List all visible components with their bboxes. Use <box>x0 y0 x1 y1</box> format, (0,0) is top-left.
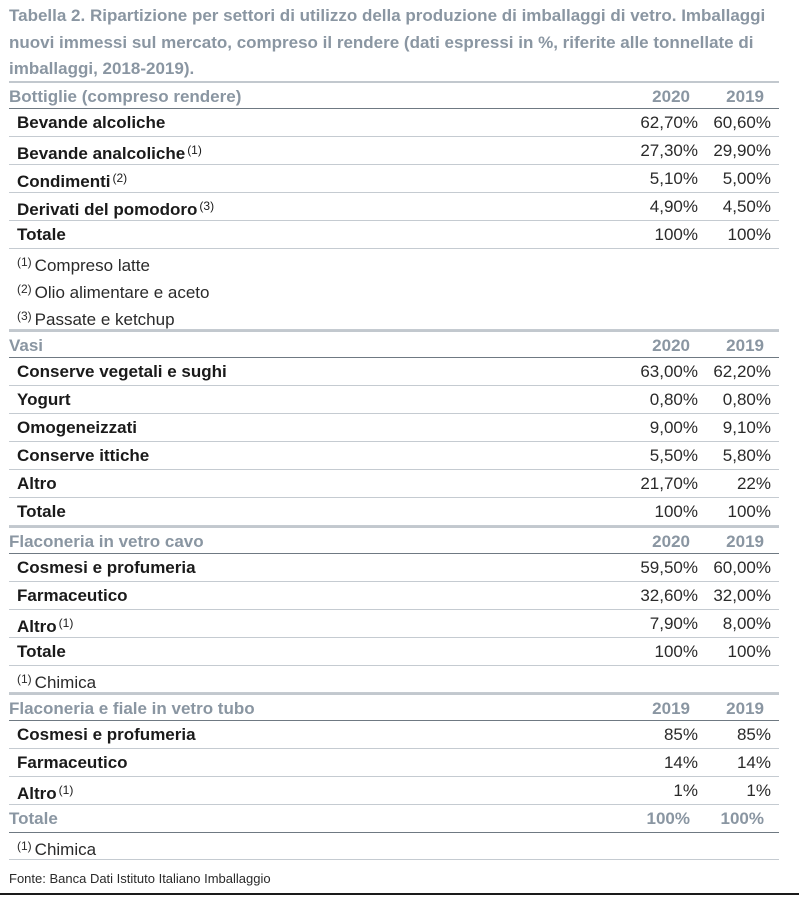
footnote-text <box>17 276 210 306</box>
value-col-2: 100% <box>727 225 771 244</box>
row-label-text: Totale <box>17 225 66 244</box>
footnote-ref: (1) <box>58 616 74 630</box>
value-col-1: 27,30% <box>640 141 698 160</box>
row-label-text: Farmaceutico <box>17 586 128 605</box>
table-row <box>9 442 779 470</box>
footnote-ref: (2) <box>112 171 128 185</box>
row-label <box>17 165 127 195</box>
year-header-2: 2019 <box>726 336 764 355</box>
value-col-1: 5,10% <box>649 169 698 188</box>
table-caption: Tabella 2. Ripartizione per settori di utilizzo della produzione di imballaggi di vetro. Imballaggi nuovi immessi sul mercato, compreso il rendere (dati espressi in %, riferite alle tonnellate di imballaggi, 2018-2019). <box>9 6 766 78</box>
year-header-2: 2019 <box>726 532 764 551</box>
row-label <box>17 610 73 640</box>
year-header-1: 2020 <box>652 336 690 355</box>
row-label-text: Totale <box>17 502 66 521</box>
footnote-marker: (1) <box>17 839 32 853</box>
value-col-2: 4,50% <box>722 197 771 216</box>
table-row <box>9 165 779 193</box>
row-label <box>17 442 149 469</box>
footnote-ref: (3) <box>199 199 215 213</box>
table-row <box>9 386 779 414</box>
table-row <box>9 721 779 749</box>
row-label-text: Condimenti <box>17 172 111 191</box>
row-label-text: Flaconeria in vetro cavo <box>9 532 204 551</box>
row-label-text: Altro <box>17 617 57 636</box>
footnote-row <box>9 249 779 276</box>
row-label <box>17 470 57 497</box>
value-col-2: 5,00% <box>722 169 771 188</box>
section-header-row <box>9 81 779 109</box>
value-col-2: 60,60% <box>713 113 771 132</box>
row-label <box>17 414 137 441</box>
row-label-text: Bevande alcoliche <box>17 113 166 132</box>
table-row <box>9 610 779 638</box>
table-row <box>9 554 779 582</box>
footnote-marker: (1) <box>17 672 32 686</box>
section-title <box>9 695 255 722</box>
row-label <box>17 137 202 167</box>
section-title <box>9 83 241 110</box>
footnote-marker: (1) <box>17 255 32 269</box>
footnote-label: Compreso latte <box>34 256 150 275</box>
value-col-1: 32,60% <box>640 586 698 605</box>
footnote-row <box>9 666 779 693</box>
value-col-2: 22% <box>736 474 771 493</box>
row-label-text: Totale <box>17 642 66 661</box>
value-col-1: 0,80% <box>649 390 698 409</box>
table-row <box>9 137 779 165</box>
row-label-text: Farmaceutico <box>17 753 128 772</box>
row-label-text: Yogurt <box>17 390 71 409</box>
section-header-row <box>9 526 779 554</box>
value-col-2: 9,10% <box>722 418 771 437</box>
table-row <box>9 638 779 666</box>
footnote-ref: (1) <box>187 143 202 157</box>
year-header-1: 2020 <box>652 87 690 106</box>
year-header-1: 2020 <box>652 532 690 551</box>
footnote-row <box>9 833 779 860</box>
value-col-1: 100% <box>654 502 698 521</box>
value-col-2: 1% <box>746 781 771 800</box>
row-label <box>17 498 66 525</box>
row-label <box>17 777 73 807</box>
year-header-2: 2019 <box>726 87 764 106</box>
row-label-text: Bevande analcoliche <box>17 144 186 163</box>
value-col-2: 100% <box>727 502 771 521</box>
year-header-1: 2019 <box>652 699 690 718</box>
value-col-2: 0,80% <box>722 390 771 409</box>
row-label <box>17 386 71 413</box>
value-col-2: 62,20% <box>713 362 771 381</box>
section-title <box>9 332 43 359</box>
value-col-1: 100% <box>646 809 690 828</box>
table-row <box>9 193 779 221</box>
row-label <box>17 109 165 136</box>
footnote-marker: (2) <box>17 282 32 296</box>
value-col-1: 85% <box>663 725 698 744</box>
value-col-1: 62,70% <box>640 113 698 132</box>
row-label <box>17 721 196 748</box>
row-label-text: Altro <box>17 784 57 803</box>
section-header-row <box>9 693 779 721</box>
value-col-2: 60,00% <box>713 558 771 577</box>
value-col-1: 21,70% <box>640 474 698 493</box>
value-col-1: 14% <box>663 753 698 772</box>
footnote-text <box>17 666 96 696</box>
value-col-1: 4,90% <box>649 197 698 216</box>
value-col-1: 100% <box>654 642 698 661</box>
footnote-row <box>9 303 779 330</box>
row-label-text: Omogeneizzati <box>17 418 137 437</box>
table-row <box>9 221 779 249</box>
footnote-label: Passate e ketchup <box>34 310 175 329</box>
footnote-text <box>17 833 96 863</box>
footnote-label: Olio alimentare e aceto <box>34 283 210 302</box>
row-label <box>17 749 128 776</box>
row-label <box>17 582 128 609</box>
row-label-text: Flaconeria e fiale in vetro tubo <box>9 699 255 718</box>
value-col-2: 100% <box>727 642 771 661</box>
glass-packaging-table <box>9 81 779 860</box>
row-label-text: Vasi <box>9 336 44 355</box>
footnote-text <box>17 303 175 333</box>
value-col-1: 63,00% <box>640 362 698 381</box>
table-row <box>9 582 779 610</box>
value-col-2: 8,00% <box>722 614 771 633</box>
table-row <box>9 358 779 386</box>
table-row <box>9 109 779 137</box>
row-label <box>17 193 214 223</box>
year-header-2: 2019 <box>726 699 764 718</box>
row-label <box>9 805 58 832</box>
value-col-1: 1% <box>673 781 698 800</box>
row-label-text: Altro <box>17 474 57 493</box>
table-row <box>9 470 779 498</box>
table-row <box>9 805 779 833</box>
footnote-row <box>9 276 779 303</box>
value-col-2: 100% <box>720 809 764 828</box>
footnote-marker: (3) <box>17 309 32 323</box>
bottom-divider <box>0 893 799 895</box>
table-row <box>9 777 779 805</box>
footnote-ref: (1) <box>58 783 74 797</box>
section-title <box>9 528 204 555</box>
table-row <box>9 414 779 442</box>
row-label <box>17 638 66 665</box>
value-col-2: 85% <box>736 725 771 744</box>
value-col-1: 5,50% <box>649 446 698 465</box>
footnote-label: Chimica <box>34 673 97 692</box>
value-col-2: 32,00% <box>713 586 771 605</box>
footnote-label: Chimica <box>34 840 97 859</box>
row-label <box>17 554 196 581</box>
row-label-text: Bottiglie (compreso rendere) <box>9 87 242 106</box>
row-label-text: Conserve ittiche <box>17 446 150 465</box>
value-col-1: 100% <box>654 225 698 244</box>
row-label-text: Totale <box>9 809 58 828</box>
row-label-text: Cosmesi e profumeria <box>17 558 196 577</box>
row-label-text: Conserve vegetali e sughi <box>17 362 227 381</box>
value-col-1: 59,50% <box>640 558 698 577</box>
value-col-2: 5,80% <box>722 446 771 465</box>
row-label-text: Cosmesi e profumeria <box>17 725 196 744</box>
row-label <box>17 358 227 385</box>
value-col-2: 29,90% <box>713 141 771 160</box>
row-label <box>17 221 66 248</box>
table-row <box>9 749 779 777</box>
row-label-text: Derivati del pomodoro <box>17 200 198 219</box>
value-col-1: 7,90% <box>649 614 698 633</box>
footnote-text <box>17 249 150 279</box>
section-header-row <box>9 330 779 358</box>
value-col-1: 9,00% <box>649 418 698 437</box>
table-row <box>9 498 779 526</box>
source-note: Fonte: Banca Dati Istituto Italiano Imballaggio <box>9 871 271 886</box>
value-col-2: 14% <box>736 753 771 772</box>
